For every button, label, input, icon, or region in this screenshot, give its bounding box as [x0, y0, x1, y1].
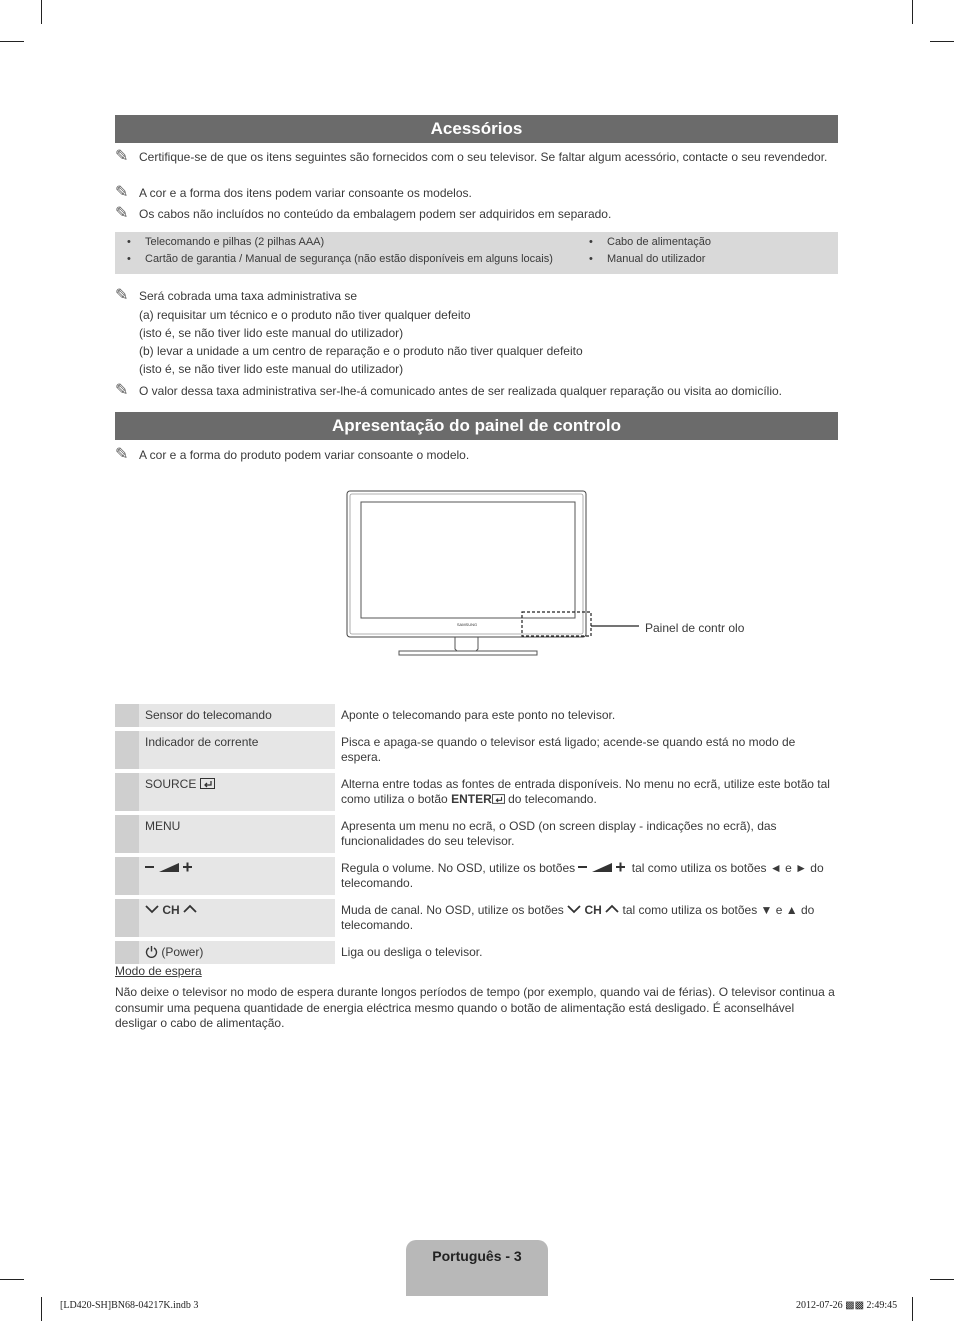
pencil-note-icon: ✎ — [115, 205, 129, 222]
volume-buttons-icon — [578, 861, 628, 873]
control-name: MENU — [139, 815, 335, 853]
row-marker — [115, 704, 139, 727]
control-name: (Power) — [139, 941, 335, 964]
channel-up-icon — [605, 904, 619, 914]
crop-mark — [930, 41, 954, 42]
standby-title: Modo de espera — [115, 964, 202, 978]
row-marker — [115, 857, 139, 895]
table-row — [115, 731, 838, 769]
table-row — [115, 857, 838, 895]
panel-header: Apresentação do painel de controlo — [115, 412, 838, 440]
standby-text: Não deixe o televisor no modo de espera durante longos períodos de tempo (por exemplo, quando vai de férias). O televisor continua a consumir uma pequena quantidade de energia eléctrica mesmo quando o botão de alimentação está desligado. É aconselhável desligar o cabo de alimentação. — [115, 985, 835, 1030]
fee-line: (isto é, se não tiver lido este manual do utilizador) — [139, 362, 404, 376]
control-description: Pisca e apaga-se quando o televisor está ligado; acende-se quando está no modo de espera. — [335, 731, 838, 769]
pencil-note-icon: ✎ — [115, 184, 129, 201]
control-name: Indicador de corrente — [139, 731, 335, 769]
control-panel-table — [115, 700, 838, 968]
fee-note: ✎ Será cobrada uma taxa administrativa se — [115, 287, 358, 304]
tv-illustration — [340, 485, 760, 665]
accessories-note: ✎ Os cabos não incluídos no conteúdo da embalagem podem ser adquiridos em separado. — [115, 205, 612, 222]
crop-mark — [41, 1297, 42, 1321]
pencil-note-icon: ✎ — [115, 446, 129, 463]
pencil-note-icon: ✎ — [115, 382, 129, 399]
pencil-note-icon: ✎ — [115, 287, 129, 304]
fee-note-2: ✎ O valor dessa taxa administrativa ser-lhe-á comunicado antes de ser realizada qualquer reparação ou visita ao domicílio. — [115, 382, 783, 399]
control-name: Sensor do telecomando — [139, 704, 335, 727]
accessories-header: Acessórios — [115, 115, 838, 143]
enter-icon — [492, 794, 505, 804]
crop-mark — [912, 1297, 913, 1321]
fee-line: (isto é, se não tiver lido este manual do utilizador) — [139, 326, 404, 340]
control-name: CH — [139, 899, 335, 937]
channel-down-icon — [567, 904, 581, 914]
control-description: Aponte o telecomando para este ponto no televisor. — [335, 704, 838, 727]
print-timestamp: 2012-07-26 ▩▩ 2:49:45 — [796, 1300, 898, 1311]
table-row — [115, 704, 838, 727]
bullet-icon: • — [589, 253, 593, 265]
table-row — [115, 815, 838, 853]
page-number-tab: Português - 3 — [406, 1240, 548, 1296]
bullet-icon: • — [127, 236, 131, 248]
crop-mark — [41, 0, 42, 24]
channel-down-icon — [145, 904, 159, 914]
panel-note: ✎ A cor e a forma do produto podem variar consoante o modelo. — [115, 446, 470, 463]
pencil-note-icon: ✎ — [115, 148, 129, 165]
table-row — [115, 773, 838, 811]
accessories-note: ✎ Certifique-se de que os itens seguintes são fornecidos com o seu televisor. Se faltar algum acessório, contacte o seu revendedor. — [115, 148, 828, 165]
fee-line: (a) requisitar um técnico e o produto não tiver qualquer defeito — [139, 308, 471, 322]
channel-up-icon — [183, 904, 197, 914]
crop-mark — [0, 41, 24, 42]
crop-mark — [930, 1279, 954, 1280]
accessories-list: • Telecomando e pilhas (2 pilhas AAA) • Cartão de garantia / Manual de segurança (não estão disponíveis em alguns locais) • Cabo de alimentação • Manual do utilizador — [115, 232, 838, 274]
tv-brand-logo: SAMSUNG — [456, 622, 478, 627]
print-file-info: [LD420-SH]BN68-04217K.indb 3 — [60, 1300, 199, 1311]
control-panel-callout-label: Painel de contr olo — [645, 621, 745, 635]
crop-mark — [0, 1279, 24, 1280]
crop-mark — [912, 0, 913, 24]
control-description: Muda de canal. No OSD, utilize os botões CH tal como utiliza os botões ▼ e ▲ do telecomando. — [335, 899, 838, 937]
control-name: SOURCE — [139, 773, 335, 811]
row-marker — [115, 941, 139, 964]
table-row — [115, 941, 838, 964]
bullet-icon: • — [589, 236, 593, 248]
bullet-icon: • — [127, 253, 131, 265]
row-marker — [115, 815, 139, 853]
control-description: Liga ou desliga o televisor. — [335, 941, 838, 964]
control-description: Alterna entre todas as fontes de entrada disponíveis. No menu no ecrã, utilize este botão tal como utiliza o botão ENTER do telecomando. — [335, 773, 838, 811]
row-marker — [115, 731, 139, 769]
table-row — [115, 899, 838, 937]
control-name — [139, 857, 335, 895]
volume-buttons-icon — [145, 861, 195, 873]
accessories-note: ✎ A cor e a forma dos itens podem variar consoante os modelos. — [115, 184, 472, 201]
enter-icon — [200, 778, 215, 789]
control-description: Apresenta um menu no ecrã, o OSD (on screen display - indicações no ecrã), das funcionalidades do seu televisor. — [335, 815, 838, 853]
control-description: Regula o volume. No OSD, utilize os botões tal como utiliza os botões ◄ e ► do telecomando. — [335, 857, 838, 895]
fee-line: (b) levar a unidade a um centro de reparação e o produto não tiver qualquer defeito — [139, 344, 583, 358]
row-marker — [115, 773, 139, 811]
row-marker — [115, 899, 139, 937]
power-icon — [145, 945, 158, 958]
